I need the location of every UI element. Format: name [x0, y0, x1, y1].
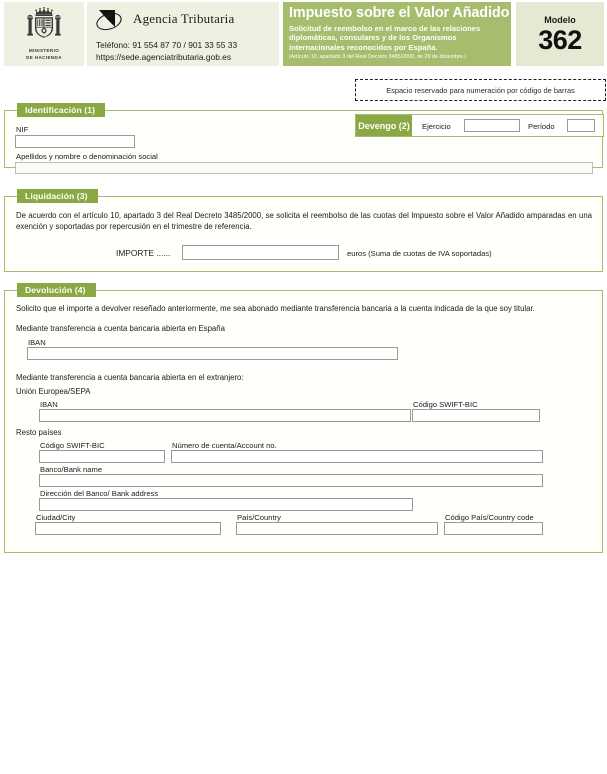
country-label: País/Country [237, 513, 281, 522]
sepa-swift-label: Código SWIFT-BIC [413, 400, 478, 409]
model-label: Modelo [544, 14, 576, 25]
country-input[interactable] [236, 522, 438, 535]
model-number-box [516, 2, 604, 66]
barcode-reserved-label: Espacio reservado para numeración por código de barras [386, 85, 575, 95]
form-title-subtitle: Solicitud de reembolso en el marco de las relaciones diplomáticas, consulares y de los Organismos internacionales reconocidos por España. [289, 24, 481, 52]
form-title-legal-reference: (Artículo 10, apartado 3 del Real Decreto 3485/2000, de 29 de diciembre.) [289, 54, 467, 60]
section-tab-devolucion: Devolución (4) [17, 283, 96, 297]
agency-logo-row [95, 7, 234, 31]
form-header [0, 0, 607, 72]
ministry-name-line2: DE HACIENDA [26, 55, 62, 60]
section-liquidacion [4, 191, 603, 272]
apellidos-nombre-label: Apellidos y nombre o denominación social [16, 152, 158, 161]
agency-website[interactable]: https://sede.agenciatributaria.gob.es [96, 51, 232, 62]
rest-swift-label: Código SWIFT-BIC [40, 441, 105, 450]
section-devengo [355, 114, 604, 137]
city-input[interactable] [35, 522, 221, 535]
section-devolucion [4, 285, 603, 553]
ejercicio-input[interactable] [464, 119, 520, 132]
sepa-iban-input[interactable] [39, 409, 411, 422]
nif-input[interactable] [15, 135, 135, 148]
bank-name-input[interactable] [39, 474, 543, 487]
nif-label: NIF [16, 125, 29, 134]
spain-iban-label: IBAN [28, 338, 46, 347]
spain-iban-input[interactable] [27, 347, 398, 360]
agency-phone: Teléfono: 91 554 87 70 / 901 33 55 33 [96, 40, 238, 50]
spain-transfer-heading: Mediante transferencia a cuenta bancaria abierta en España [16, 324, 225, 333]
periodo-label: Período [528, 122, 555, 131]
rest-account-label: Número de cuenta/Account no. [172, 441, 277, 450]
form-title-main: Impuesto sobre el Valor Añadido [289, 5, 510, 21]
agency-box [87, 2, 279, 66]
importe-input[interactable] [182, 245, 339, 260]
rest-swift-input[interactable] [39, 450, 165, 463]
city-label: Ciudad/City [36, 513, 76, 522]
agency-name: Agencia Tributaria [133, 11, 235, 26]
bank-name-label: Banco/Bank name [40, 465, 103, 474]
ejercicio-label: Ejercicio [422, 122, 451, 131]
sepa-swift-input[interactable] [412, 409, 540, 422]
form-title-banner [283, 2, 511, 66]
agency-contact-block [96, 40, 237, 63]
bank-address-label: Dirección del Banco/ Bank address [40, 489, 159, 498]
section-tab-liquidacion: Liquidación (3) [17, 189, 98, 203]
importe-suffix-label: euros (Suma de cuotas de IVA soportadas) [347, 249, 492, 258]
ministry-logo-box [4, 2, 84, 66]
country-code-label: Código País/Country code [445, 513, 534, 522]
ministry-name-line1: MINISTERIO [28, 48, 60, 53]
spanish-coat-of-arms-icon [23, 7, 65, 47]
rest-account-input[interactable] [171, 450, 543, 463]
barcode-reserved-space [355, 79, 606, 101]
apellidos-nombre-input[interactable] [15, 162, 593, 174]
sepa-heading: Unión Europea/SEPA [16, 387, 91, 396]
section-tab-devengo: Devengo (2) [356, 115, 412, 136]
periodo-input[interactable] [567, 119, 595, 132]
bank-address-input[interactable] [39, 498, 413, 511]
model-number: 362 [538, 24, 582, 55]
importe-label: IMPORTE ...... [116, 248, 171, 258]
rest-countries-heading: Resto países [16, 428, 62, 437]
country-code-input[interactable] [444, 522, 543, 535]
section-tab-identificacion: Identificación (1) [17, 103, 105, 117]
agencia-tributaria-logo-icon [95, 7, 127, 31]
liquidacion-paragraph: De acuerdo con el artículo 10, apartado 3 del Real Decreto 3485/2000, se solicita el reembolso de las cuotas del Impuesto sobre el Valor Añadido amparadas en una exención y soportadas por repercusión en el trimestre de referencia. [16, 211, 592, 231]
sepa-iban-label: IBAN [40, 400, 58, 409]
foreign-transfer-heading: Mediante transferencia a cuenta bancaria abierta en el extranjero: [16, 373, 244, 382]
devolucion-paragraph: Solicito que el importe a devolver reseñado anteriormente, me sea abonado mediante transferencia bancaria a la cuenta indicada de la que soy titular. [16, 304, 535, 313]
